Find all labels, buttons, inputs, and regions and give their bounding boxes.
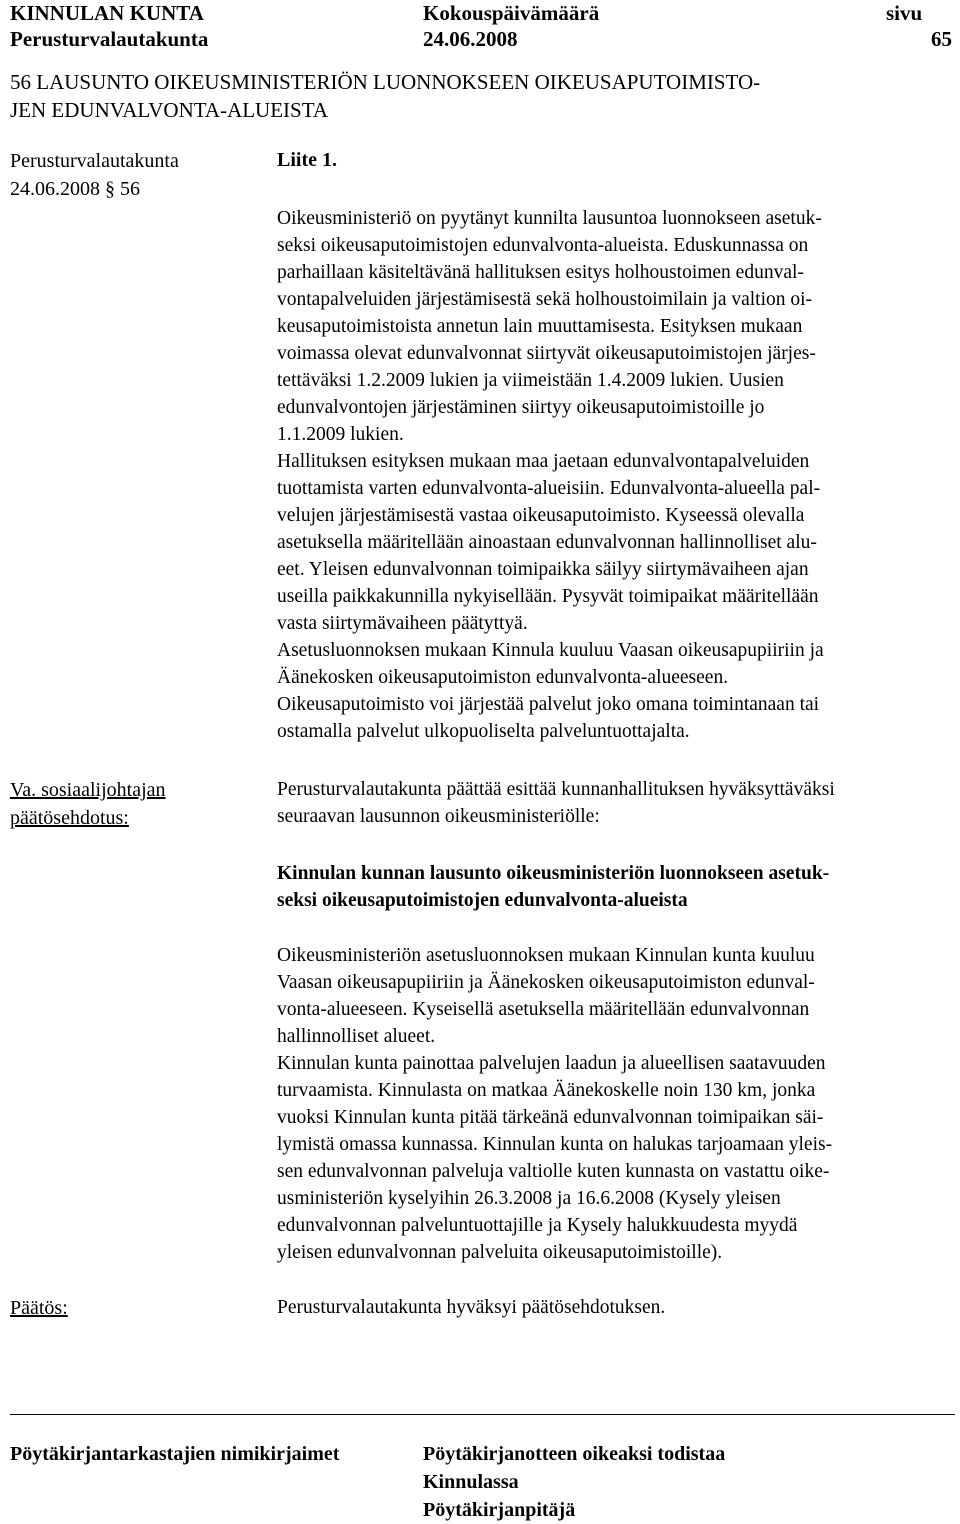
statement-line: Vaasan oikeusapupiiriin ja Äänekosken oikeusaputoimiston edunval- [277, 972, 815, 993]
section-title [10, 68, 760, 124]
background-line: eet. Yleisen edunvalvonnan toimipaikka säilyy siirtymävaiheen ajan [277, 559, 809, 580]
background-line: seksi oikeusaputoimistojen edunvalvonta-alueista. Eduskunnassa on [277, 235, 809, 256]
board-name: Perusturvalautakunta [10, 27, 209, 51]
proposal-label-line: Va. sosiaalijohtajan [10, 779, 166, 801]
proposal-label [10, 776, 166, 832]
background-text [277, 205, 942, 745]
background-line: 1.1.2009 lukien. [277, 424, 404, 445]
meeting-date-label: Kokouspäivämäärä [423, 1, 600, 25]
side-board-ref [10, 147, 179, 203]
proposal-line: Perusturvalautakunta päättää esittää kunnanhallituksen hyväksyttäväksi [277, 779, 835, 800]
background-line: parhaillaan käsiteltävänä hallituksen esitys holhoustoimen edunval- [277, 262, 804, 283]
section-title-line: JEN EDUNVALVONTA-ALUEISTA [10, 98, 329, 122]
background-line: Oikeusministeriö on pyytänyt kunnilta lausuntoa luonnokseen asetuk- [277, 208, 822, 229]
background-line: Äänekosken oikeusaputoimiston edunvalvonta-alueeseen. [277, 667, 729, 688]
background-line: tuottamista varten edunvalvonta-alueisiin. Edunvalvonta-alueella pal- [277, 478, 821, 499]
statement-line: Kinnulan kunta painottaa palvelujen laadun ja alueellisen saatavuuden [277, 1053, 826, 1074]
background-line: vasta siirtymävaiheen päätyttyä. [277, 613, 528, 634]
footer-place: Kinnulassa [423, 1471, 519, 1493]
background-line: asetuksella määritellään ainoastaan edunvalvonnan hallinnolliset alu- [277, 532, 817, 553]
statement-line: lymistä omassa kunnassa. Kinnulan kunta on halukas tarjoamaan yleis- [277, 1134, 833, 1155]
statement-line: yleisen edunvalvonnan palveluita oikeusaputoimistoille). [277, 1242, 723, 1263]
background-line: Asetusluonnoksen mukaan Kinnula kuuluu Vaasan oikeusapupiiriin ja [277, 640, 824, 661]
statement-title-line: seksi oikeusaputoimistojen edunvalvonta-alueista [277, 890, 688, 911]
proposal-label-line: päätösehdotus: [10, 807, 129, 829]
section-title-line: 56 LAUSUNTO OIKEUSMINISTERIÖN LUONNOKSEEN OIKEUSAPUTOIMISTO- [10, 70, 761, 94]
footer-certify-label: Pöytäkirjanotteen oikeaksi todistaa [423, 1443, 726, 1465]
statement-line: edunvalvonnan palveluntuottajille ja Kysely halukkuudesta myydä [277, 1215, 798, 1236]
background-line: useilla paikkakunnilla nykyisellään. Pysyvät toimipaikat määritellään [277, 586, 819, 607]
statement-text [277, 942, 942, 1266]
statement-title-line: Kinnulan kunnan lausunto oikeusministeriön luonnokseen asetuk- [277, 863, 830, 884]
statement-line: usministeriön kyselyihin 26.3.2008 ja 16.6.2008 (Kysely yleisen [277, 1188, 781, 1209]
background-line: ostamalla palvelut ulkopuoliselta palveluntuottajalta. [277, 721, 690, 742]
statement-line: Oikeusministeriön asetusluonnoksen mukaan Kinnulan kunta kuuluu [277, 945, 815, 966]
footer-divider [10, 1414, 955, 1415]
proposal-line: seuraavan lausunnon oikeusministeriölle: [277, 806, 600, 827]
background-line: Oikeusaputoimisto voi järjestää palvelut joko omana toimintanaan tai [277, 694, 820, 715]
decision-text: Perusturvalautakunta hyväksyi päätösehdotuksen. [277, 1297, 666, 1318]
proposal-text [277, 776, 942, 830]
statement-line: sen edunvalvonnan palveluja valtiolle kuten kunnasta on vastattu oike- [277, 1161, 830, 1182]
footer-initials-label: Pöytäkirjantarkastajien nimikirjaimet [10, 1443, 340, 1465]
statement-line: vonta-alueeseen. Kyseisellä asetuksella määritellään edunvalvonnan [277, 999, 810, 1020]
decision-label: Päätös: [10, 1297, 68, 1319]
meeting-date: 24.06.2008 [423, 27, 518, 51]
municipality-name: KINNULAN KUNTA [10, 1, 204, 25]
statement-title [277, 860, 942, 914]
side-date-ref: 24.06.2008 § 56 [10, 178, 140, 200]
page-label: sivu [886, 1, 923, 25]
statement-line: turvaamista. Kinnulasta on matkaa Äänekoskelle noin 130 km, jonka [277, 1080, 816, 1101]
background-line: velujen järjestämisestä vastaa oikeusaputoimisto. Kyseessä olevalla [277, 505, 805, 526]
side-board: Perusturvalautakunta [10, 150, 179, 172]
attachment-label: Liite 1. [277, 149, 337, 171]
background-line: tettäväksi 1.2.2009 lukien ja viimeistään 1.4.2009 lukien. Uusien [277, 370, 784, 391]
statement-line: hallinnolliset alueet. [277, 1026, 436, 1047]
background-line: Hallituksen esityksen mukaan maa jaetaan edunvalvontapalveluiden [277, 451, 810, 472]
statement-line: vuoksi Kinnulan kunta pitää tärkeänä edunvalvonnan toimipaikan säi- [277, 1107, 824, 1128]
footer-secretary: Pöytäkirjanpitäjä [423, 1499, 576, 1521]
background-line: edunvalvontojen järjestäminen siirtyy oikeusaputoimistoille jo [277, 397, 765, 418]
page-number: 65 [931, 27, 952, 51]
background-line: voimassa olevat edunvalvonnat siirtyvät oikeusaputoimistojen järjes- [277, 343, 816, 364]
background-line: vontapalveluiden järjestämisestä sekä holhoustoimilain ja valtion oi- [277, 289, 813, 310]
background-line: keusaputoimistoista annetun lain muuttamisesta. Esityksen mukaan [277, 316, 803, 337]
